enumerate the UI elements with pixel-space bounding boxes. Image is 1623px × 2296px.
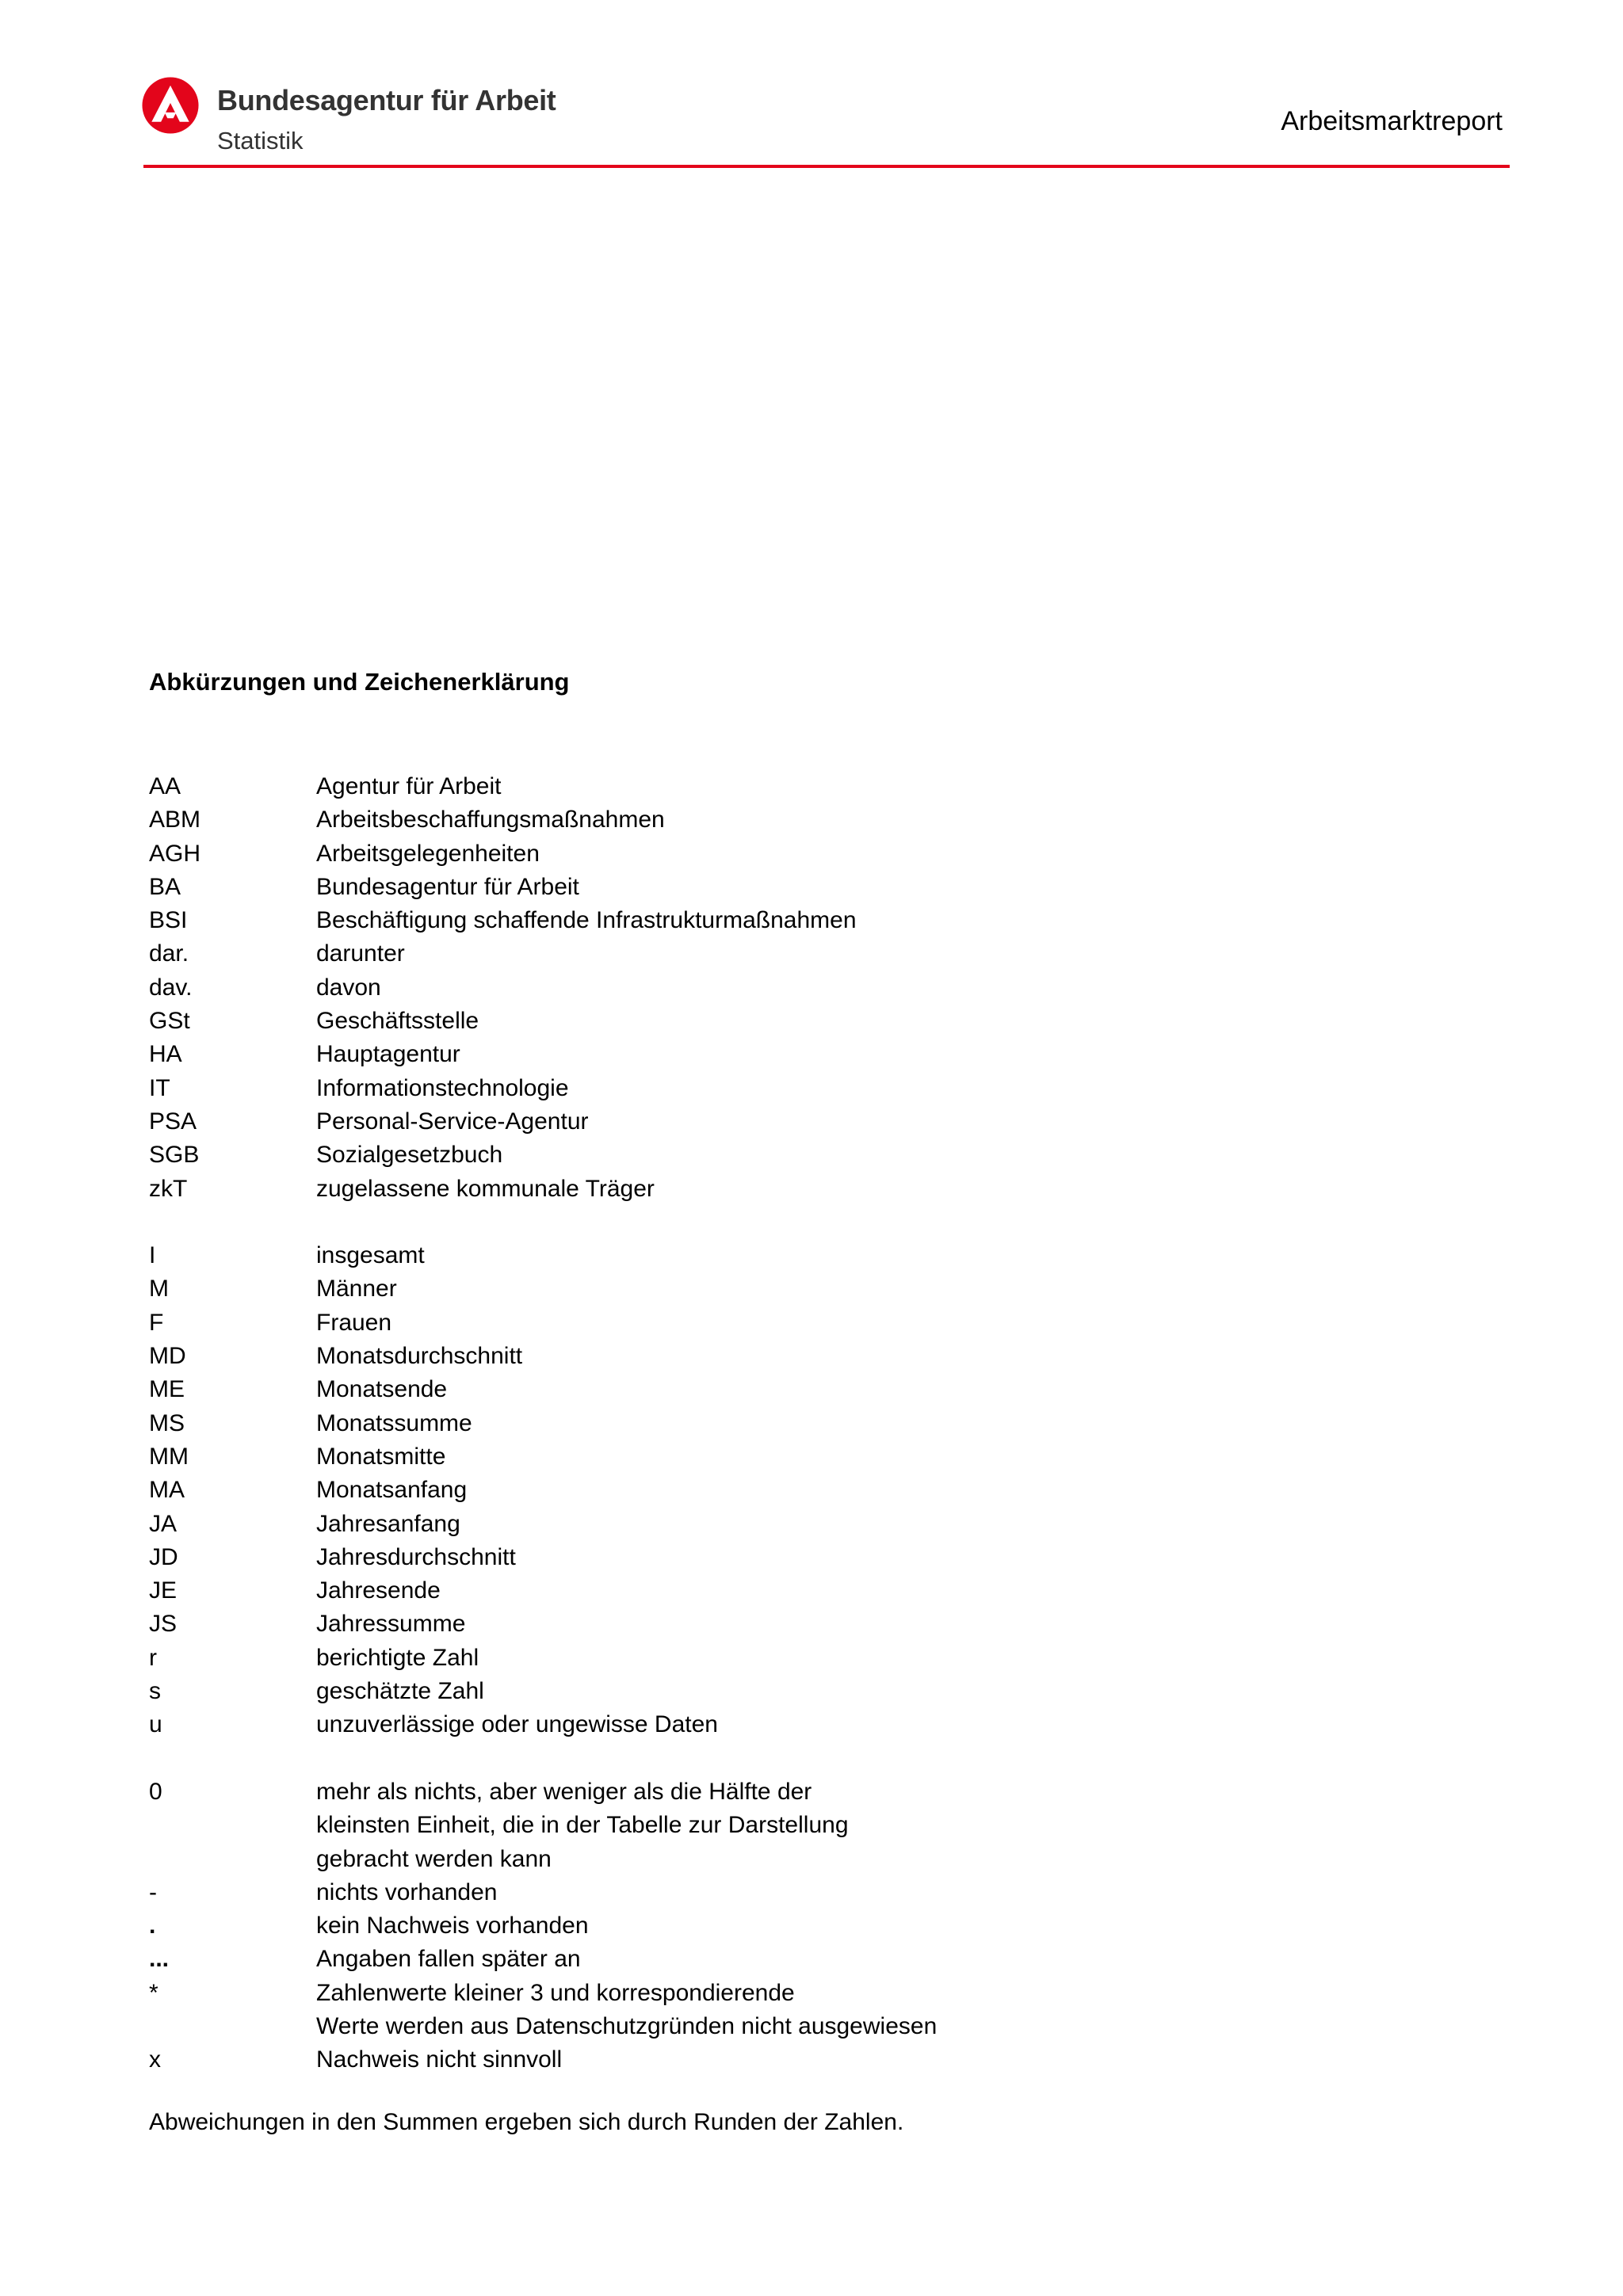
symbol-row-dash [149, 1876, 1338, 1909]
ba-logo-icon [141, 76, 200, 135]
symbol-description: Nachweis nicht sinnvoll [316, 2046, 563, 2073]
abbr-description: darunter [316, 940, 405, 967]
code-description: Monatsanfang [316, 1477, 468, 1504]
code-description: berichtigte Zahl [316, 1644, 479, 1671]
code-term: I [149, 1242, 156, 1269]
abbr-term: BSI [149, 907, 188, 934]
code-term: JE [149, 1577, 178, 1604]
abbr-term: ABM [149, 807, 201, 833]
symbol-row-zero [149, 1775, 1338, 1809]
symbol-row-asterisk [149, 1977, 1338, 2010]
abbr-term: AA [149, 773, 181, 799]
glossary-row [149, 1005, 1338, 1038]
glossary-row [149, 1306, 1338, 1340]
glossary [149, 770, 1338, 2077]
code-term: MM [149, 1443, 189, 1470]
code-term: MD [149, 1343, 186, 1370]
symbol-row-ellipsis [149, 1943, 1338, 1976]
brand-subtitle: Statistik [217, 127, 304, 154]
code-description: Monatsmitte [316, 1443, 446, 1470]
code-description: Monatsdurchschnitt [316, 1343, 523, 1370]
symbol-row-x [149, 2043, 1338, 2077]
symbol-description: kleinsten Einheit, die in der Tabelle zur Darstellung [316, 1812, 849, 1839]
abbr-term: zkT [149, 1175, 188, 1202]
abbr-description: Agentur für Arbeit [316, 773, 502, 799]
glossary-row [149, 1407, 1338, 1440]
brand-name: Bundesagentur für Arbeit [217, 84, 556, 116]
glossary-row [149, 1138, 1338, 1172]
group-spacer [149, 1742, 1338, 1775]
symbol-term: x [149, 2046, 161, 2073]
glossary-row [149, 1173, 1338, 1206]
section-title: Abkürzungen und Zeichenerklärung [149, 668, 570, 696]
abbr-term: SGB [149, 1142, 200, 1169]
symbol-description: mehr als nichts, aber weniger als die Hälfte der [316, 1778, 812, 1805]
abbr-term: HA [149, 1041, 182, 1068]
symbols-group [149, 1775, 1338, 2077]
code-term: u [149, 1711, 162, 1738]
glossary-row [149, 1105, 1338, 1138]
glossary-row [149, 1642, 1338, 1675]
glossary-row [149, 1675, 1338, 1708]
report-title: Arbeitsmarktreport [1281, 106, 1503, 136]
glossary-row [149, 1072, 1338, 1105]
abbr-description: Hauptagentur [316, 1041, 460, 1068]
code-description: Frauen [316, 1309, 392, 1336]
code-term: JS [149, 1611, 178, 1638]
rounding-footnote: Abweichungen in den Summen ergeben sich durch Runden der Zahlen. [149, 2109, 904, 2135]
code-term: JD [149, 1543, 178, 1570]
code-description: Jahressumme [316, 1611, 466, 1638]
glossary-row [149, 1574, 1338, 1608]
glossary-row [149, 1508, 1338, 1541]
symbol-description: gebracht werden kann [316, 1845, 552, 1872]
code-description: unzuverlässige oder ungewisse Daten [316, 1711, 718, 1738]
code-term: MS [149, 1409, 185, 1436]
symbol-description: Zahlenwerte kleiner 3 und korrespondierende [316, 1979, 795, 2006]
glossary-row [149, 937, 1338, 971]
symbol-description: Angaben fallen später an [316, 1946, 581, 1973]
code-term: MA [149, 1477, 185, 1504]
abbr-description: Informationstechnologie [316, 1074, 569, 1101]
abbr-term: IT [149, 1074, 170, 1101]
symbol-term: ... [149, 1946, 170, 1973]
abbr-term: BA [149, 873, 181, 900]
code-description: Monatsende [316, 1376, 448, 1403]
abbr-description: Personal-Service-Agentur [316, 1108, 589, 1135]
code-description: Jahresdurchschnitt [316, 1543, 516, 1570]
code-term: M [149, 1276, 169, 1302]
symbol-term: 0 [149, 1778, 162, 1805]
glossary-row [149, 1038, 1338, 1071]
glossary-row [149, 871, 1338, 904]
code-description: Männer [316, 1276, 397, 1302]
glossary-row [149, 1440, 1338, 1474]
code-term: JA [149, 1510, 178, 1537]
abbr-description: Arbeitsbeschaffungsmaßnahmen [316, 807, 665, 833]
glossary-row [149, 1608, 1338, 1641]
abbr-description: davon [316, 974, 381, 1001]
symbol-row-dot [149, 1909, 1338, 1943]
symbol-row-zero-cont [149, 1809, 1338, 1842]
glossary-row [149, 971, 1338, 1005]
glossary-row [149, 1272, 1338, 1306]
abbr-description: Bundesagentur für Arbeit [316, 873, 579, 900]
glossary-row [149, 1373, 1338, 1406]
glossary-row [149, 837, 1338, 871]
code-description: insgesamt [316, 1242, 425, 1269]
symbol-term: . [149, 1913, 156, 1939]
glossary-row [149, 803, 1338, 837]
abbr-description: zugelassene kommunale Träger [316, 1175, 655, 1202]
glossary-row [149, 770, 1338, 803]
glossary-row [149, 1541, 1338, 1574]
abbr-term: dav. [149, 974, 193, 1001]
symbol-description: kein Nachweis vorhanden [316, 1913, 589, 1939]
group-spacer [149, 1206, 1338, 1239]
abbr-term: PSA [149, 1108, 197, 1135]
symbol-row-zero-cont [149, 1843, 1338, 1876]
symbol-term: * [149, 1979, 158, 2006]
header-divider [143, 165, 1510, 168]
abbr-term: AGH [149, 840, 201, 867]
abbr-description: Arbeitsgelegenheiten [316, 840, 540, 867]
code-description: Monatssumme [316, 1409, 472, 1436]
codes-group [149, 1239, 1338, 1741]
abbr-description: Beschäftigung schaffende Infrastrukturmaßnahmen [316, 907, 857, 934]
symbol-description: Werte werden aus Datenschutzgründen nicht ausgewiesen [316, 2012, 938, 2039]
abbr-description: Geschäftsstelle [316, 1008, 479, 1035]
code-description: Jahresanfang [316, 1510, 460, 1537]
abbr-term: dar. [149, 940, 189, 967]
abbr-description: Sozialgesetzbuch [316, 1142, 503, 1169]
glossary-row [149, 1239, 1338, 1272]
code-term: r [149, 1644, 157, 1671]
symbol-row-asterisk-cont [149, 2010, 1338, 2043]
code-description: geschätzte Zahl [316, 1678, 484, 1705]
glossary-row [149, 1474, 1338, 1507]
symbol-description: nichts vorhanden [316, 1878, 498, 1905]
code-term: F [149, 1309, 164, 1336]
glossary-row [149, 1708, 1338, 1741]
code-term: s [149, 1678, 161, 1705]
code-term: ME [149, 1376, 185, 1403]
abbr-term: GSt [149, 1008, 190, 1035]
abbreviations-group [149, 770, 1338, 1206]
symbol-term: - [149, 1878, 157, 1905]
code-description: Jahresende [316, 1577, 441, 1604]
glossary-row [149, 1340, 1338, 1373]
glossary-row [149, 904, 1338, 937]
